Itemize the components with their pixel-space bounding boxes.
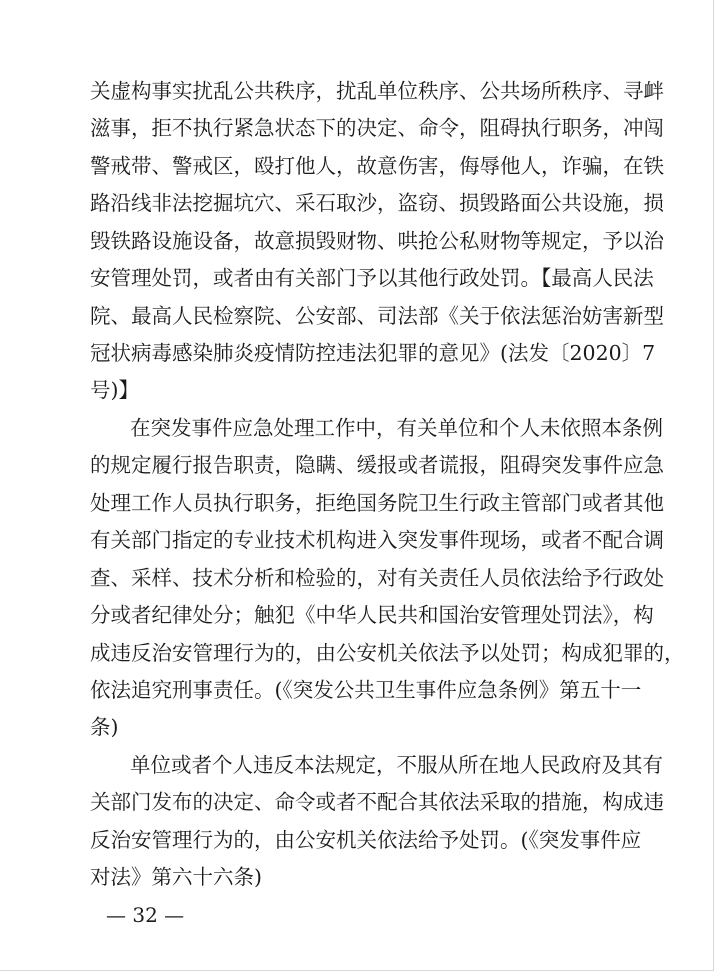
text-line: 对法》第六十六条) bbox=[90, 865, 262, 889]
text-line: 查、采样、技术分析和检验的，对有关责任人员依法给予行政处 bbox=[90, 566, 664, 590]
text-line: 滋事，拒不执行紧急状态下的决定、命令，阻碍执行职务，冲闯 bbox=[90, 116, 664, 140]
text-line: 院、最高人民检察院、公安部、司法部《关于依法惩治妨害新型 bbox=[90, 304, 664, 328]
text-line: 依法追究刑事责任。(《突发公共卫生事件应急条例》第五十一 bbox=[90, 678, 642, 702]
text-line: 有关部门指定的专业技术机构进入突发事件现场，或者不配合调 bbox=[90, 528, 664, 552]
text-line: 毁铁路设施设备，故意损毁财物、哄抢公私财物等规定，予以治 bbox=[90, 229, 664, 253]
text-line: 的规定履行报告职责，隐瞒、缓报或者谎报，阻碍突发事件应急 bbox=[90, 453, 664, 477]
text-line: 安管理处罚，或者由有关部门予以其他行政处罚。【最高人民法 bbox=[90, 266, 654, 290]
text-line: 分或者纪律处分；触犯《中华人民共和国治安管理处罚法》，构 bbox=[90, 603, 654, 627]
paragraph-start-line: 在突发事件应急处理工作中，有关单位和个人未依照本条例 bbox=[130, 416, 663, 440]
text-line: 反治安管理行为的，由公安机关依法给予处罚。(《突发事件应 bbox=[90, 828, 642, 852]
text-line: 关虚构事实扰乱公共秩序，扰乱单位秩序、公共场所秩序、寻衅 bbox=[90, 79, 664, 103]
page-number: — 32 — bbox=[106, 903, 185, 927]
text-line: 关部门发布的决定、命令或者不配合其依法采取的措施，构成违 bbox=[90, 790, 664, 814]
text-line: 号)】 bbox=[90, 378, 139, 402]
text-line: 冠状病毒感染肺炎疫情防控违法犯罪的意见》(法发〔2020〕7 bbox=[90, 341, 656, 365]
paragraph-start-line: 单位或者个人违反本法规定，不服从所在地人民政府及其有 bbox=[130, 753, 663, 777]
text-line: 处理工作人员执行职务，拒绝国务院卫生行政主管部门或者其他 bbox=[90, 491, 664, 515]
text-line: 警戒带、警戒区，殴打他人，故意伤害，侮辱他人，诈骗，在铁 bbox=[90, 154, 664, 178]
text-line: 条) bbox=[90, 715, 119, 739]
text-line: 路沿线非法挖掘坑穴、采石取沙，盗窃、损毁路面公共设施，损 bbox=[90, 191, 664, 215]
text-line: 成违反治安管理行为的，由公安机关依法予以处罚；构成犯罪的， bbox=[90, 641, 685, 665]
